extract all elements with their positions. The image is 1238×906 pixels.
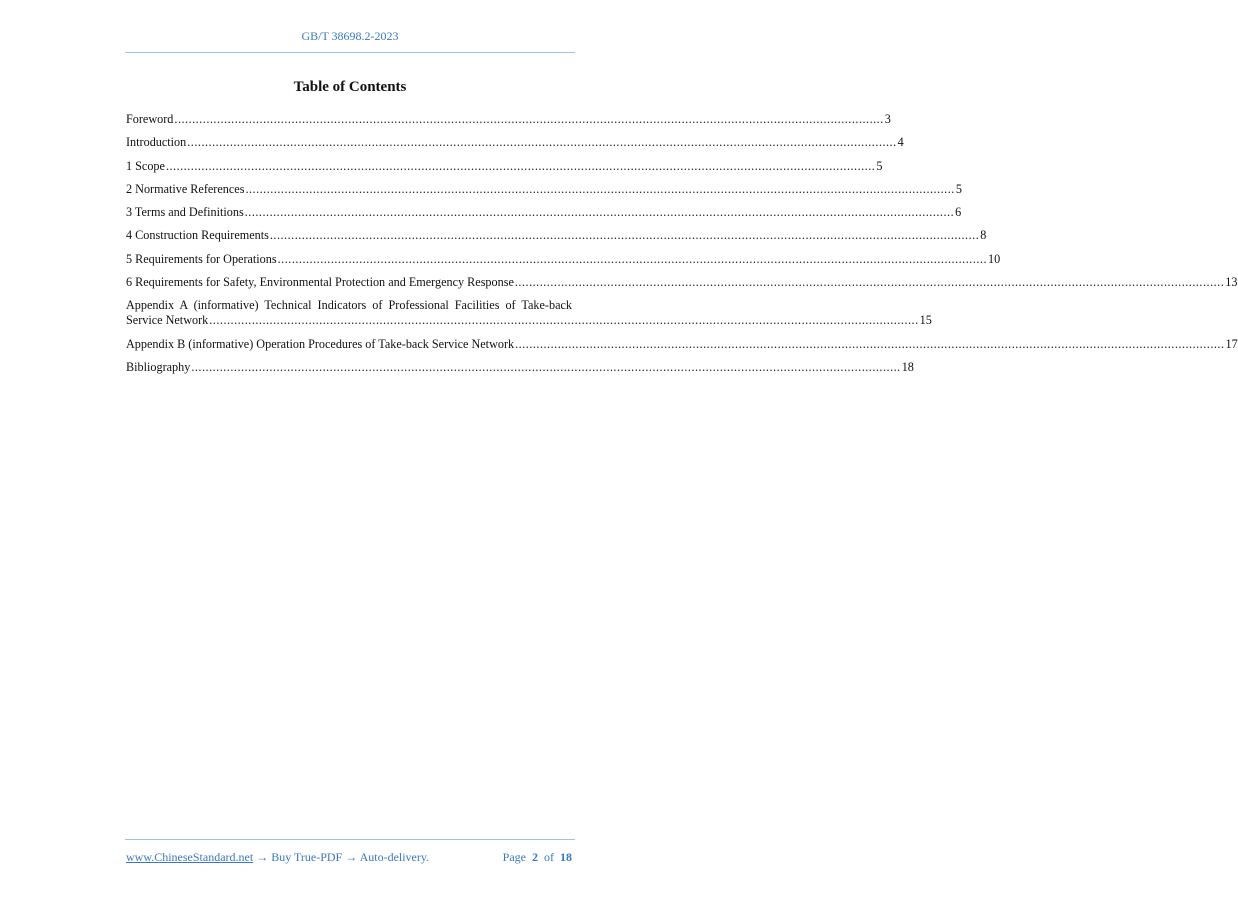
page-indicator — [503, 850, 572, 865]
toc-entry-page: 4 — [897, 135, 904, 150]
page-total: 18 — [560, 850, 572, 864]
website-link[interactable]: www.ChineseStandard.net — [126, 850, 254, 864]
toc-leader-dots: ........................................................................................................................................................................................................ — [277, 251, 987, 266]
toc-entry-label: 1 Scope — [126, 158, 165, 173]
toc-leader-dots: ........................................................................................................................................................................................................ — [209, 313, 919, 328]
toc-entry-label: Foreword — [126, 112, 174, 126]
header-divider — [125, 52, 575, 53]
toc-entry-page: 5 — [876, 158, 883, 173]
table-of-contents — [126, 112, 1238, 383]
toc-leader-dots: ........................................................................................................................................................................................................ — [165, 158, 876, 173]
toc-entry-label: 2 Normative References — [126, 181, 245, 196]
toc-entry-page: 6 — [955, 205, 962, 220]
toc-entry-label: Appendix B (informative) Operation Procedures of Take-back Service Network — [126, 336, 515, 351]
page-current: 2 — [532, 850, 538, 864]
toc-leader-dots: ........................................................................................................................................................................................................ — [191, 359, 901, 374]
toc-entry-label: 3 Terms and Definitions — [126, 205, 244, 220]
toc-entry-introduction[interactable] — [126, 135, 904, 150]
page-of: of — [544, 850, 554, 864]
toc-entry-construction-requirements[interactable] — [126, 228, 987, 243]
toc-entry-page: 3 — [884, 112, 891, 126]
toc-entry-label: 4 Construction Requirements — [126, 228, 269, 243]
toc-entry-page: 15 — [919, 313, 932, 328]
toc-entry-page: 13 — [1225, 275, 1238, 290]
toc-entry-label: 5 Requirements for Operations — [126, 251, 277, 266]
toc-leader-dots: ........................................................................................................................................................................................................ — [244, 205, 955, 220]
toc-leader-dots: ........................................................................................................................................................................................................ — [187, 135, 897, 150]
running-header: GB/T 38698.2-2023 — [301, 29, 399, 43]
toc-entry-terms-definitions[interactable] — [126, 205, 962, 220]
toc-entry-label: Bibliography — [126, 359, 191, 374]
footer-promo — [126, 850, 429, 865]
toc-leader-dots: ........................................................................................................................................................................................................ — [515, 336, 1225, 351]
toc-leader-dots: ........................................................................................................................................................................................................ — [269, 228, 980, 243]
toc-entry-scope[interactable] — [126, 158, 883, 174]
toc-entry-page: 8 — [980, 228, 987, 243]
toc-leader-dots: ........................................................................................................................................................................................................ — [245, 181, 955, 196]
toc-entry-label: Appendix A (informative) Technical Indicators of Professional Facilities of Take-back — [126, 298, 572, 313]
toc-entry-label: 6 Requirements for Safety, Environmental Protection and Emergency Response — [126, 275, 514, 290]
toc-entry-continuation — [126, 313, 932, 328]
toc-title: Table of Contents — [293, 79, 407, 95]
page-word: Page — [502, 850, 526, 864]
toc-entry-appendix-b[interactable] — [126, 336, 1238, 352]
toc-entry-label-continued: Service Network — [126, 313, 209, 328]
toc-entry-bibliography[interactable] — [126, 359, 914, 375]
toc-entry-normative-references[interactable] — [126, 181, 962, 197]
toc-entry-page: 17 — [1225, 336, 1238, 351]
footer-promo-text: → Buy True-PDF → Auto-delivery. — [253, 850, 430, 864]
toc-leader-dots: ........................................................................................................................................................................................................ — [514, 275, 1225, 290]
toc-entry-label: Introduction — [126, 135, 187, 150]
toc-entry-page: 5 — [955, 181, 962, 196]
toc-entry-page: 18 — [901, 359, 914, 374]
toc-entry-safety[interactable] — [126, 275, 1238, 290]
toc-entry-appendix-a[interactable] — [126, 298, 932, 328]
page-footer — [126, 850, 572, 865]
toc-leader-dots: ........................................................................................................................................................................................................ — [174, 112, 884, 126]
toc-entry-page: 10 — [988, 251, 1001, 266]
toc-entry-foreword[interactable] — [126, 112, 891, 127]
toc-entry-operations[interactable] — [126, 251, 1001, 267]
footer-divider — [125, 839, 575, 840]
